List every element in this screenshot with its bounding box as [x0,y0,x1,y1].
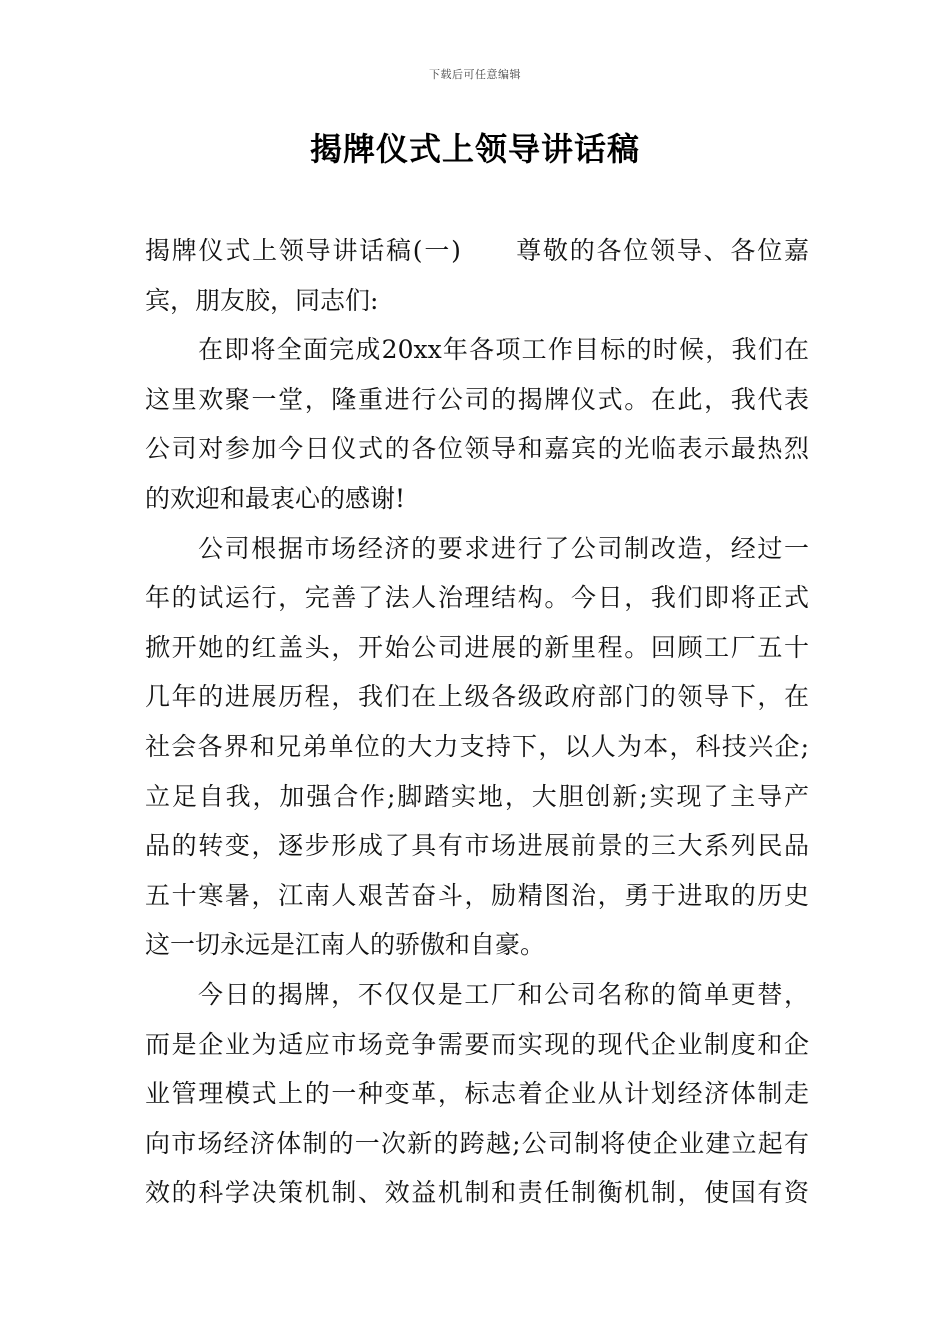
paragraph-line: 今日的揭牌，不仅仅是工厂和公司名称的简单更替， [198,979,809,1009]
paragraph-line: 品的转变，逐步形成了具有市场进展前景的三大系列民品 [145,831,809,861]
paragraph-line: 而是企业为适应市场竞争需要而实现的现代企业制度和企 [145,1029,809,1059]
paragraph-line: 业管理模式上的一种变革，标志着企业从计划经济体制走 [145,1079,809,1109]
paragraph-line: 公司根据市场经济的要求进行了公司制改造，经过一 [198,533,809,563]
paragraph-line: 年的试运行，完善了法人治理结构。今日，我们即将正式 [145,583,809,613]
document-title: 揭牌仪式上领导讲话稿 [309,130,640,168]
paragraph-line: 的欢迎和最衷心的感谢! [145,483,406,513]
paragraph-line: 向市场经济体制的一次新的跨越;公司制将使企业建立起有 [145,1128,809,1158]
paragraph-line: 公司对参加今日仪式的各位领导和嘉宾的光临表示最热烈 [145,434,809,464]
paragraph-line: 几年的进展历程，我们在上级各级政府部门的领导下，在 [145,682,809,712]
paragraph-line: 这里欢聚一堂，隆重进行公司的揭牌仪式。在此，我代表 [145,384,809,414]
paragraph-line: 在即将全面完成20xx年各项工作目标的时候，我们在 [198,335,809,365]
document-body [145,226,809,1218]
paragraph-line: 掀开她的红盖头，开始公司进展的新里程。回顾工厂五十 [145,632,809,662]
paragraph-line: 五十寒暑，江南人艰苦奋斗，励精图治，勇于进取的历史 [145,880,809,910]
paragraph-line: 揭牌仪式上领导讲话稿(一) 尊敬的各位领导、各位嘉 [145,236,809,265]
paragraph-line: 社会各界和兄弟单位的大力支持下，以人为本，科技兴企; [145,731,809,761]
paragraph-line: 效的科学决策机制、效益机制和责任制衡机制，使国有资 [145,1178,809,1208]
paragraph-line: 立足自我，加强合作;脚踏实地，大胆创新;实现了主导产 [145,781,809,811]
paragraph-line: 宾，朋友胶，同志们: [145,285,379,315]
header-note: 下载后可任意编辑 [429,68,521,81]
paragraph-line: 这一切永远是江南人的骄傲和自豪。 [145,930,546,960]
